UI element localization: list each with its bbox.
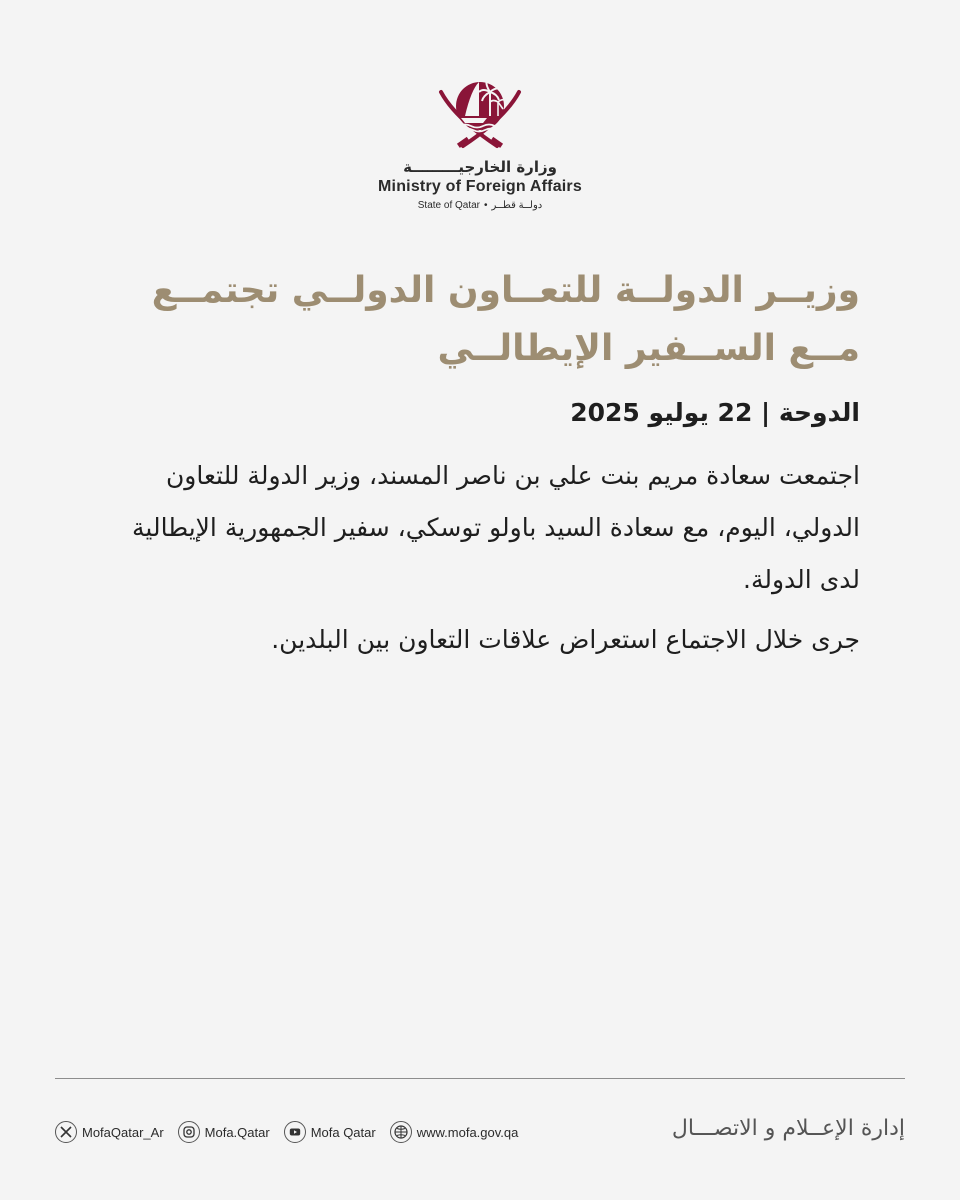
globe-icon	[390, 1121, 412, 1143]
social-instagram[interactable]	[178, 1121, 270, 1143]
social-links	[55, 1121, 518, 1143]
state-name-english: State of Qatar	[417, 200, 481, 211]
website-link[interactable]	[390, 1121, 519, 1143]
ministry-name-arabic: وزارة الخارجيـــــــــة	[403, 158, 557, 176]
social-handle-x: MofaQatar_Ar	[82, 1124, 164, 1140]
headline: وزيــر الدولــة للتعــاون الدولــي تجتمــع مــع الســفير الإيطالــي	[151, 270, 860, 369]
state-of-qatar-line	[0, 200, 960, 211]
state-name-arabic: دولــة قطــر	[491, 200, 543, 211]
paragraph: اجتمعت سعادة مريم بنت علي بن ناصر المسند، وزير الدولة للتعاون الدولي، اليوم، مع سعادة السيد باولو توسكي، سفير الجمهورية الإيطالية لدى الدولة.	[132, 461, 860, 594]
social-handle-youtube: Mofa Qatar	[310, 1124, 376, 1140]
state-separator: •	[484, 200, 488, 211]
article-body	[95, 390, 860, 674]
department-name: إدارة الإعــلام و الاتصـــال	[671, 1116, 905, 1141]
youtube-icon	[284, 1121, 306, 1143]
ministry-name-english: Ministry of Foreign Affairs	[378, 178, 582, 195]
qatar-emblem-icon	[435, 70, 525, 154]
instagram-icon	[178, 1121, 200, 1143]
paragraph: جرى خلال الاجتماع استعراض علاقات التعاون بين البلدين.	[271, 625, 860, 654]
website-url: www.mofa.gov.qa	[416, 1124, 519, 1140]
ministry-logo	[0, 70, 960, 211]
social-x[interactable]	[55, 1121, 164, 1143]
x-icon	[55, 1121, 77, 1143]
social-youtube[interactable]	[284, 1121, 376, 1143]
social-handle-instagram: Mofa.Qatar	[204, 1124, 270, 1140]
dateline: الدوحة | 22 يوليو 2025	[570, 398, 860, 427]
footer-divider	[55, 1078, 905, 1079]
